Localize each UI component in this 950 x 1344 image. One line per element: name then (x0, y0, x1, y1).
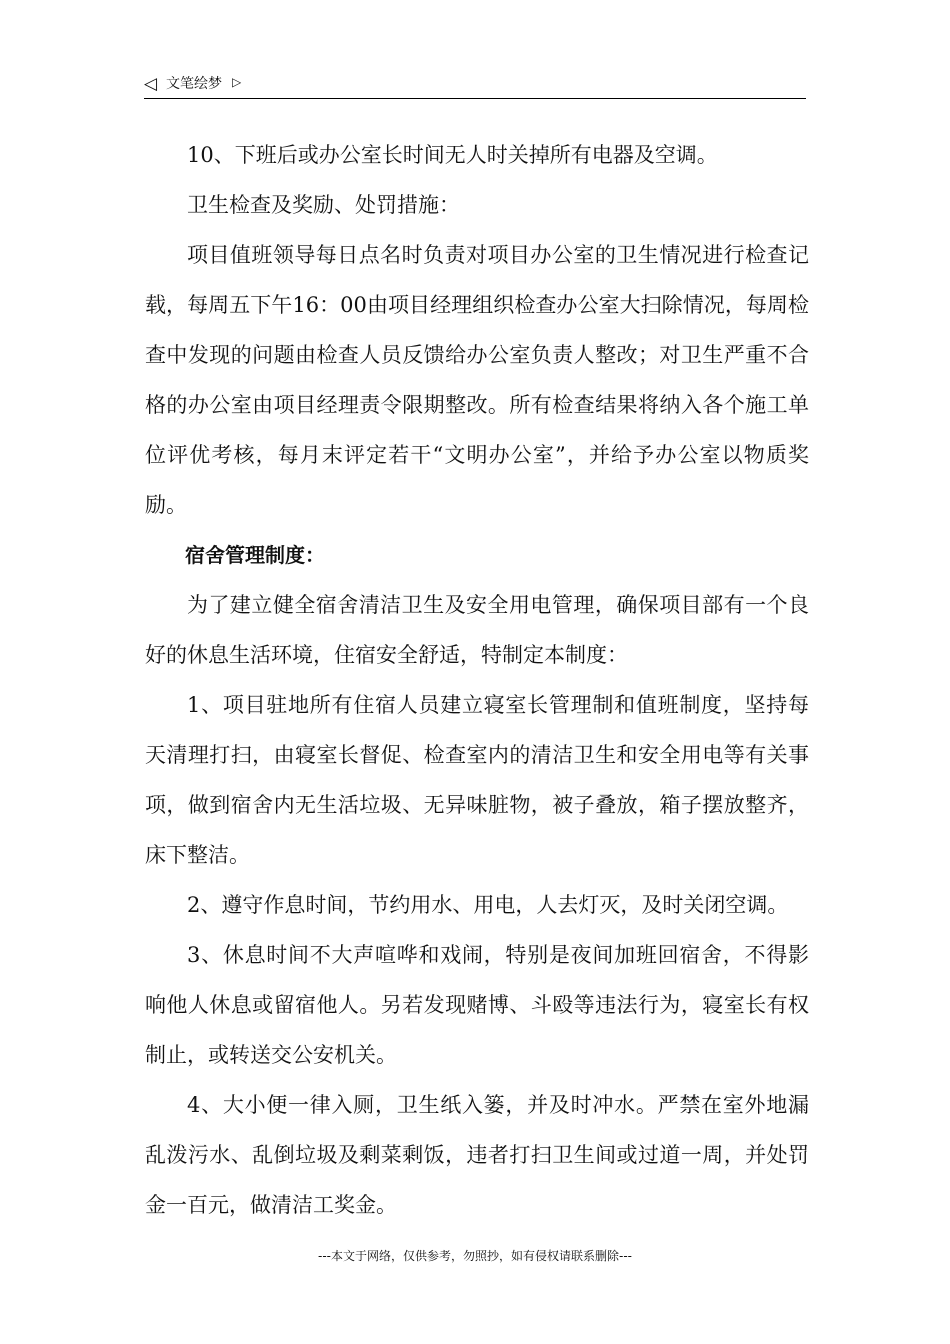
page-header (144, 74, 806, 99)
paragraph-rule-1: 1、项目驻地所有住宿人员建立寝室长管理制和值班制度，坚持每天清理打扫，由寝室长督促、检查室内的清洁卫生和安全用电等有关事项，做到宿舍内无生活垃圾、无异味脏物，被子叠放，箱子摆放整齐，床下整洁。 (145, 693, 809, 867)
paragraph-inspection-title: 卫生检查及奖励、处罚措施： (187, 193, 460, 217)
page-footer: ---本文于网络，仅供参考，勿照抄，如有侵权请联系删除--- (318, 1249, 632, 1263)
right-triangle-icon: ▷ (232, 75, 242, 89)
document-body (145, 130, 809, 1230)
header-title: 文笔绘梦 (166, 76, 222, 92)
section-heading-dormitory: 宿舍管理制度： (185, 543, 325, 567)
left-triangle-icon: ◁ (144, 74, 158, 94)
paragraph-inspection-body: 项目值班领导每日点名时负责对项目办公室的卫生情况进行检查记载，每周五下午16：00由项目经理组织检查办公室大扫除情况，每周检查中发现的问题由检查人员反馈给办公室负责人整改；对卫生严重不合格的办公室由项目经理责令限期整改。所有检查结果将纳入各个施工单位评优考核，每月末评定若干“文明办公室”，并给予办公室以物质奖励。 (145, 243, 809, 517)
paragraph-rule-4: 4、大小便一律入厕，卫生纸入篓，并及时冲水。严禁在室外地漏乱泼污水、乱倒垃圾及剩菜剩饭，违者打扫卫生间或过道一周，并处罚金一百元，做清洁工奖金。 (145, 1093, 809, 1217)
paragraph-rule-2: 2、遵守作息时间，节约用水、用电，人去灯灭，及时关闭空调。 (187, 893, 789, 917)
paragraph-dormitory-intro: 为了建立健全宿舍清洁卫生及安全用电管理，确保项目部有一个良好的休息生活环境，住宿安全舒适，特制定本制度： (145, 593, 809, 667)
paragraph-rule-3: 3、休息时间不大声喧哗和戏闹，特别是夜间加班回宿舍，不得影响他人休息或留宿他人。另若发现赌博、斗殴等违法行为，寝室长有权制止，或转送交公安机关。 (145, 943, 809, 1067)
paragraph-item-10: 10、下班后或办公室长时间无人时关掉所有电器及空调。 (187, 143, 718, 167)
